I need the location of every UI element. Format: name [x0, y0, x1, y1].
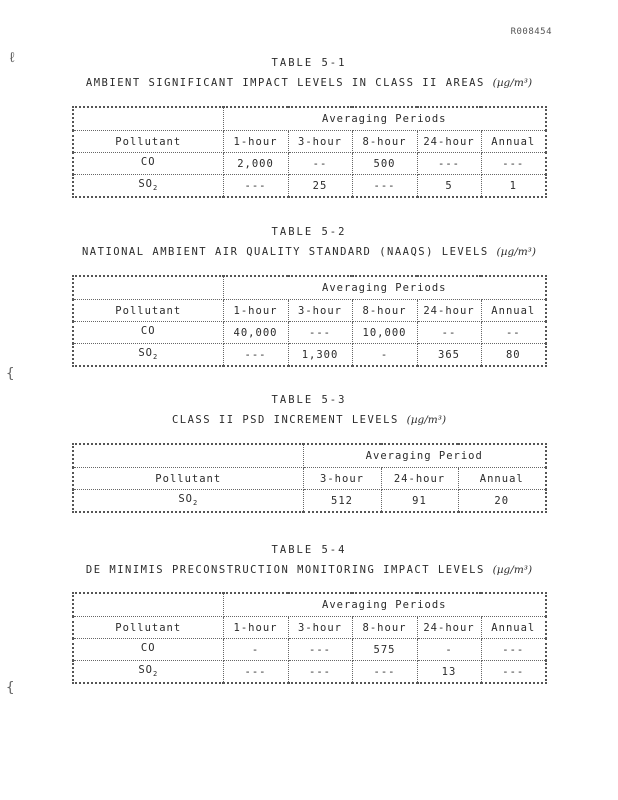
pollutant-cell: $SO_2$	[73, 661, 223, 684]
table-row	[73, 322, 546, 344]
table-number: TABLE 5-4	[271, 544, 347, 556]
period-header: 8-hour	[352, 617, 417, 639]
margin-bracket-mark: {	[6, 366, 15, 382]
pollutant-cell: $SO_2$	[73, 175, 223, 198]
value-cell: -	[223, 639, 288, 661]
pollutant-cell: CO	[73, 639, 223, 661]
value-cell: 500	[352, 153, 417, 175]
blank-header-cell	[73, 444, 303, 468]
value-cell: ---	[352, 661, 417, 684]
period-header: 1-hour	[223, 617, 288, 639]
pollutant-header: Pollutant	[73, 468, 303, 490]
value-cell: 512	[303, 490, 381, 513]
pollutant-cell: $SO_2$	[73, 490, 303, 513]
table-row	[73, 661, 546, 684]
table-row	[73, 344, 546, 367]
table-title: AMBIENT SIGNIFICANT IMPACT LEVELS IN CLASS II AREAS (µg/m³)	[85, 77, 533, 89]
table-5-4-heading	[0, 544, 618, 576]
value-cell: 1,300	[288, 344, 352, 367]
value-cell: --	[481, 322, 546, 344]
table-number: TABLE 5-3	[271, 394, 347, 406]
value-cell: ---	[481, 639, 546, 661]
blank-header-cell	[73, 107, 223, 131]
value-cell: ---	[223, 344, 288, 367]
group-header: Averaging Periods	[223, 276, 546, 300]
group-header: Averaging Period	[303, 444, 546, 468]
table-5-1-heading	[0, 57, 618, 89]
value-cell: 91	[381, 490, 458, 513]
table-title: NATIONAL AMBIENT AIR QUALITY STANDARD (NAAQS) LEVELS (µg/m³)	[81, 246, 536, 258]
period-header: 8-hour	[352, 300, 417, 322]
table-number: TABLE 5-1	[271, 57, 347, 69]
value-cell: ---	[223, 661, 288, 684]
value-cell: 365	[417, 344, 481, 367]
value-cell: 2,000	[223, 153, 288, 175]
period-header: 3-hour	[303, 468, 381, 490]
value-cell: ---	[481, 661, 546, 684]
period-header: 3-hour	[288, 131, 352, 153]
table-row	[73, 490, 546, 513]
value-cell: 10,000	[352, 322, 417, 344]
period-header: 3-hour	[288, 617, 352, 639]
unit-label: (µg/m³)	[406, 414, 447, 426]
table-5-2-heading	[0, 226, 618, 258]
pollutant-cell: CO	[73, 153, 223, 175]
period-header: 24-hour	[381, 468, 458, 490]
period-header: 24-hour	[417, 300, 481, 322]
margin-bracket-mark: {	[6, 680, 15, 696]
table-5-1	[72, 106, 547, 198]
period-header: 1-hour	[223, 300, 288, 322]
table-number: TABLE 5-2	[271, 226, 347, 238]
table-title: CLASS II PSD INCREMENT LEVELS (µg/m³)	[171, 414, 447, 426]
period-header: 1-hour	[223, 131, 288, 153]
period-header: 24-hour	[417, 131, 481, 153]
value-cell: ---	[481, 153, 546, 175]
value-cell: ---	[288, 322, 352, 344]
table-5-2	[72, 275, 547, 367]
value-cell: 25	[288, 175, 352, 198]
blank-header-cell	[73, 276, 223, 300]
period-header: Annual	[458, 468, 546, 490]
value-cell: ---	[288, 661, 352, 684]
value-cell: --	[417, 322, 481, 344]
unit-label: (µg/m³)	[496, 246, 536, 258]
table-5-3-heading	[0, 394, 618, 426]
value-cell: ---	[288, 639, 352, 661]
value-cell: 40,000	[223, 322, 288, 344]
period-header: Annual	[481, 617, 546, 639]
pollutant-cell: CO	[73, 322, 223, 344]
value-cell: ---	[417, 153, 481, 175]
pollutant-header: Pollutant	[73, 617, 223, 639]
period-header: 3-hour	[288, 300, 352, 322]
value-cell: 20	[458, 490, 546, 513]
group-header: Averaging Periods	[223, 107, 546, 131]
table-5-3	[72, 443, 547, 513]
period-header: Annual	[481, 300, 546, 322]
table-row	[73, 175, 546, 198]
period-header: 24-hour	[417, 617, 481, 639]
value-cell: ---	[223, 175, 288, 198]
group-header: Averaging Periods	[223, 593, 546, 617]
page-id: R008454	[510, 27, 552, 37]
value-cell: -	[352, 344, 417, 367]
margin-tick-mark: ℓ	[8, 50, 17, 66]
table-row	[73, 639, 546, 661]
unit-label: (µg/m³)	[492, 77, 533, 89]
table-5-4	[72, 592, 547, 684]
unit-label: (µg/m³)	[492, 564, 533, 576]
value-cell: 5	[417, 175, 481, 198]
value-cell: 1	[481, 175, 546, 198]
value-cell: 575	[352, 639, 417, 661]
pollutant-cell: $SO_2$	[73, 344, 223, 367]
table-title: DE MINIMIS PRECONSTRUCTION MONITORING IMPACT LEVELS (µg/m³)	[85, 564, 533, 576]
value-cell: -	[417, 639, 481, 661]
period-header: 8-hour	[352, 131, 417, 153]
value-cell: ---	[352, 175, 417, 198]
value-cell: 80	[481, 344, 546, 367]
value-cell: 13	[417, 661, 481, 684]
pollutant-header: Pollutant	[73, 131, 223, 153]
value-cell: --	[288, 153, 352, 175]
period-header: Annual	[481, 131, 546, 153]
table-row	[73, 153, 546, 175]
pollutant-header: Pollutant	[73, 300, 223, 322]
blank-header-cell	[73, 593, 223, 617]
